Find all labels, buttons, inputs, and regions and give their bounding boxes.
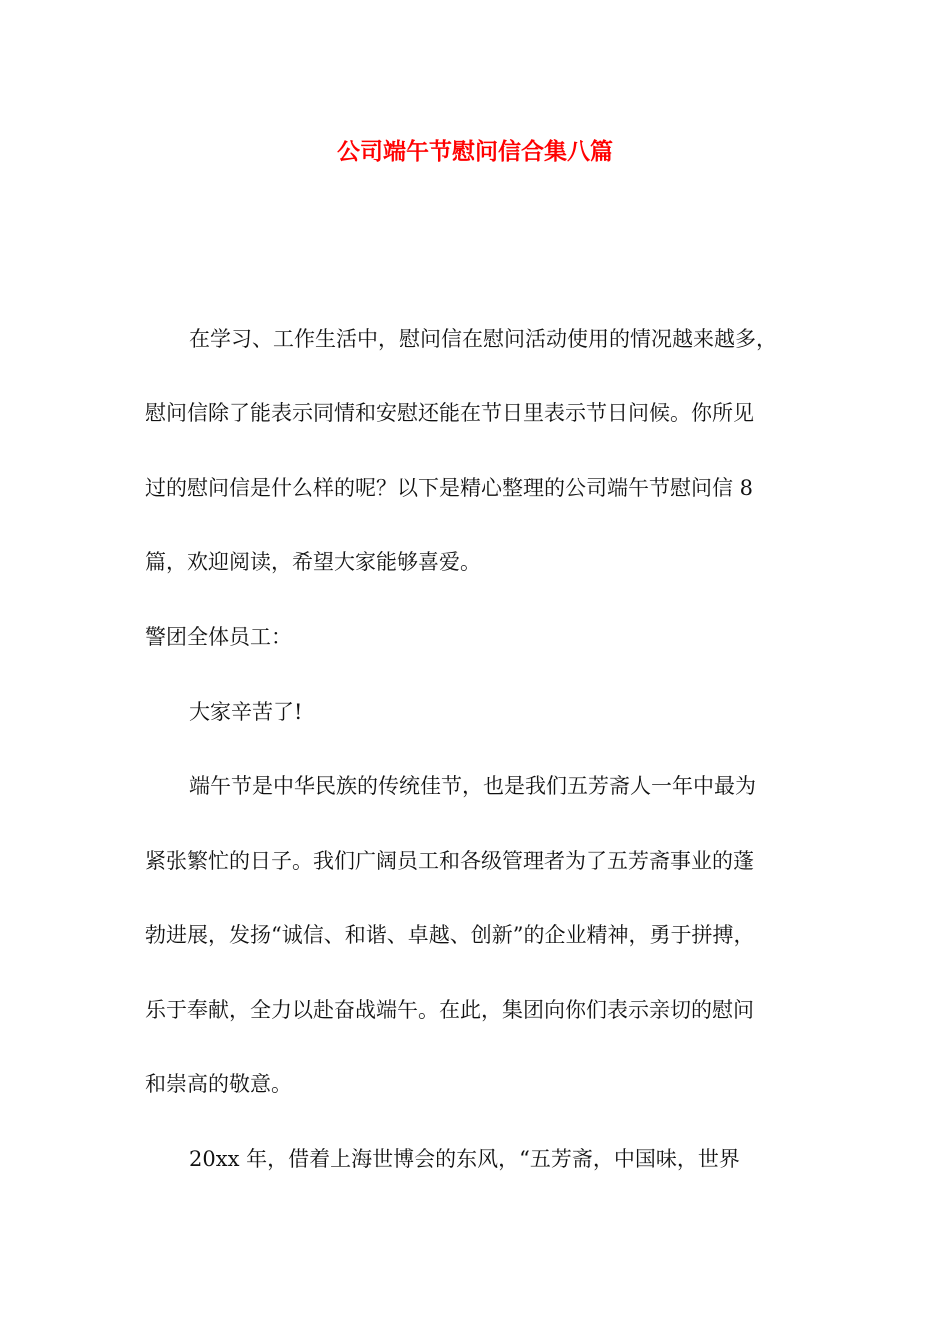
- paragraph-line: 过的慰问信是什么样的呢？以下是精心整理的公司端午节慰问信 8: [145, 476, 754, 500]
- paragraph-line: 和崇高的敬意。: [145, 1072, 292, 1096]
- paragraph-line: 勃进展，发扬“诚信、和谐、卓越、创新”的企业精神，勇于拼搏，: [145, 923, 755, 947]
- paragraph-line: 20xx 年，借着上海世博会的东风，“五芳斋，中国味，世界: [189, 1147, 740, 1171]
- paragraph-line: 乐于奉献，全力以赴奋战端午。在此，集团向你们表示亲切的慰问: [145, 998, 754, 1022]
- greeting-line: 大家辛苦了!: [189, 700, 303, 724]
- paragraph-line: 紧张繁忙的日子。我们广阔员工和各级管理者为了五芳斋事业的蓬: [145, 849, 754, 873]
- document-title: 公司端午节慰问信合集八篇: [337, 138, 613, 165]
- paragraph-line: 在学习、工作生活中，慰问信在慰问活动使用的情况越来越多，: [189, 327, 777, 351]
- paragraph-line: 篇，欢迎阅读，希望大家能够喜爱。: [145, 550, 481, 574]
- salutation: 警团全体员工：: [145, 625, 292, 649]
- paragraph-line: 慰问信除了能表示同情和安慰还能在节日里表示节日问候。你所见: [145, 401, 754, 425]
- paragraph-line: 端午节是中华民族的传统佳节，也是我们五芳斋人一年中最为: [189, 774, 756, 798]
